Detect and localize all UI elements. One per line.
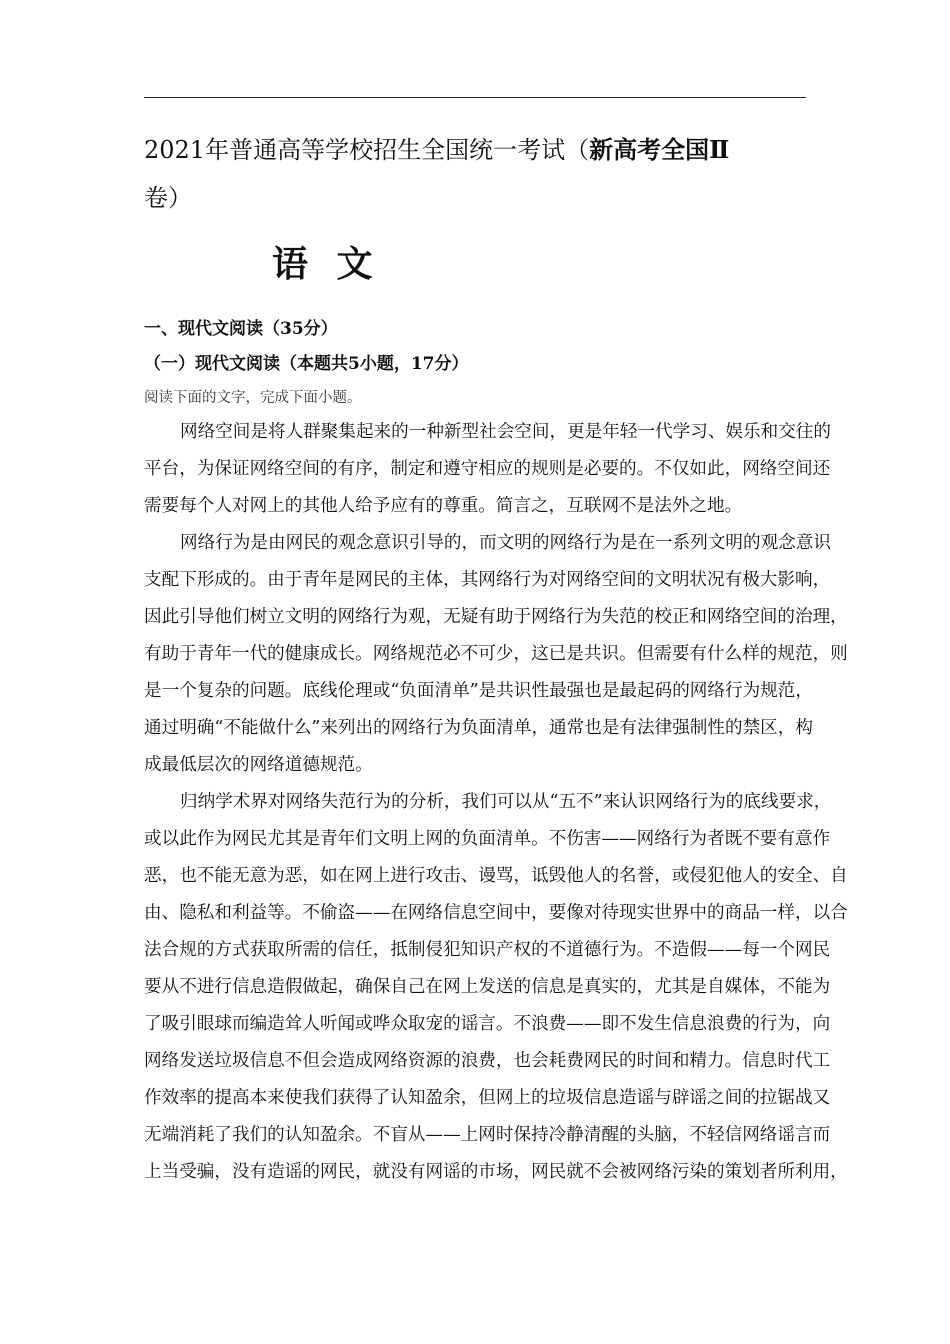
paragraph-line: 了吸引眼球而编造耸人听闻或哗众取宠的谣言。不浪费——即不发生信息浪费的行为，向: [144, 1014, 831, 1034]
paragraph-line: 上当受骗，没有造谣的网民，就没有网谣的市场，网民就不会被网络污染的策划者所利用，: [144, 1162, 848, 1182]
subject-title: 语 文: [272, 244, 381, 285]
paragraph-line: 平台，为保证网络空间的有序，制定和遵守相应的规则是必要的。不仅如此，网络空间还: [144, 459, 831, 479]
paragraph-line: 通过明确“不能做什么”来列出的网络行为负面清单，通常也是有法律强制性的禁区，构: [144, 718, 813, 738]
paragraph-line: 归纳学术界对网络失范行为的分析，我们可以从“五不”来认识网络行为的底线要求，: [180, 792, 832, 812]
paragraph-line: 因此引导他们树立文明的网络行为观，无疑有助于网络行为失范的校正和网络空间的治理，: [144, 607, 848, 627]
section-heading: 一、现代文阅读（35分）: [144, 319, 338, 339]
header-rule: [144, 97, 806, 98]
paragraph-line: 是一个复杂的问题。底线伦理或“负面清单”是共识性最强也是最起码的网络行为规范，: [144, 681, 813, 701]
paragraph-line: 成最低层次的网络道德规范。: [144, 755, 373, 775]
paragraph-line: 需要每个人对网上的其他人给予应有的尊重。简言之，互联网不是法外之地。: [144, 496, 743, 516]
exam-title-bold: 新高考全国Ⅱ: [589, 135, 730, 164]
paragraph-line: 网络行为是由网民的观念意识引导的，而文明的网络行为是在一系列文明的观念意识: [180, 533, 831, 553]
paragraph-line: 要从不进行信息造假做起，确保自己在网上发送的信息是真实的，尤其是自媒体，不能为: [144, 977, 831, 997]
exam-title: [144, 126, 814, 174]
paragraph-line: 或以此作为网民尤其是青年们文明上网的负面清单。不伤害——网络行为者既不要有意作: [144, 829, 831, 849]
paragraph-line: 法合规的方式获取所需的信任，抵制侵犯知识产权的不道德行为。不造假——每一个网民: [144, 940, 831, 960]
paragraph-line: 无端消耗了我们的认知盈余。不盲从——上网时保持冷静清醒的头脑，不轻信网络谣言而: [144, 1125, 831, 1145]
paragraph-line: 支配下形成的。由于青年是网民的主体，其网络行为对网络空间的文明状况有极大影响，: [144, 570, 831, 590]
exam-title-line2: 卷）: [144, 184, 192, 212]
paragraph-line: 网络发送垃圾信息不但会造成网络资源的浪费，也会耗费网民的时间和精力。信息时代工: [144, 1051, 831, 1071]
section-subheading: （一）现代文阅读（本题共5小题，17分）: [144, 354, 469, 374]
paragraph-line: 作效率的提高本来使我们获得了认知盈余，但网上的垃圾信息造谣与辟谣之间的拉锯战又: [144, 1088, 831, 1108]
paragraph-line: 由、隐私和利益等。不偷盗——在网络信息空间中，要像对待现实世界中的商品一样，以合: [144, 903, 848, 923]
paragraph-line: 恶，也不能无意为恶，如在网上进行攻击、谩骂，诋毁他人的名誉，或侵犯他人的安全、自: [144, 866, 848, 886]
paragraph-line: 有助于青年一代的健康成长。网络规范必不可少，这已是共识。但需要有什么样的规范，则: [144, 644, 848, 664]
instruction: 阅读下面的文字，完成下面小题。: [144, 390, 362, 406]
paragraph-line: 网络空间是将人群聚集起来的一种新型社会空间，更是年轻一代学习、娱乐和交往的: [180, 422, 831, 442]
exam-title-normal: 2021年普通高等学校招生全国统一考试（: [144, 136, 590, 164]
